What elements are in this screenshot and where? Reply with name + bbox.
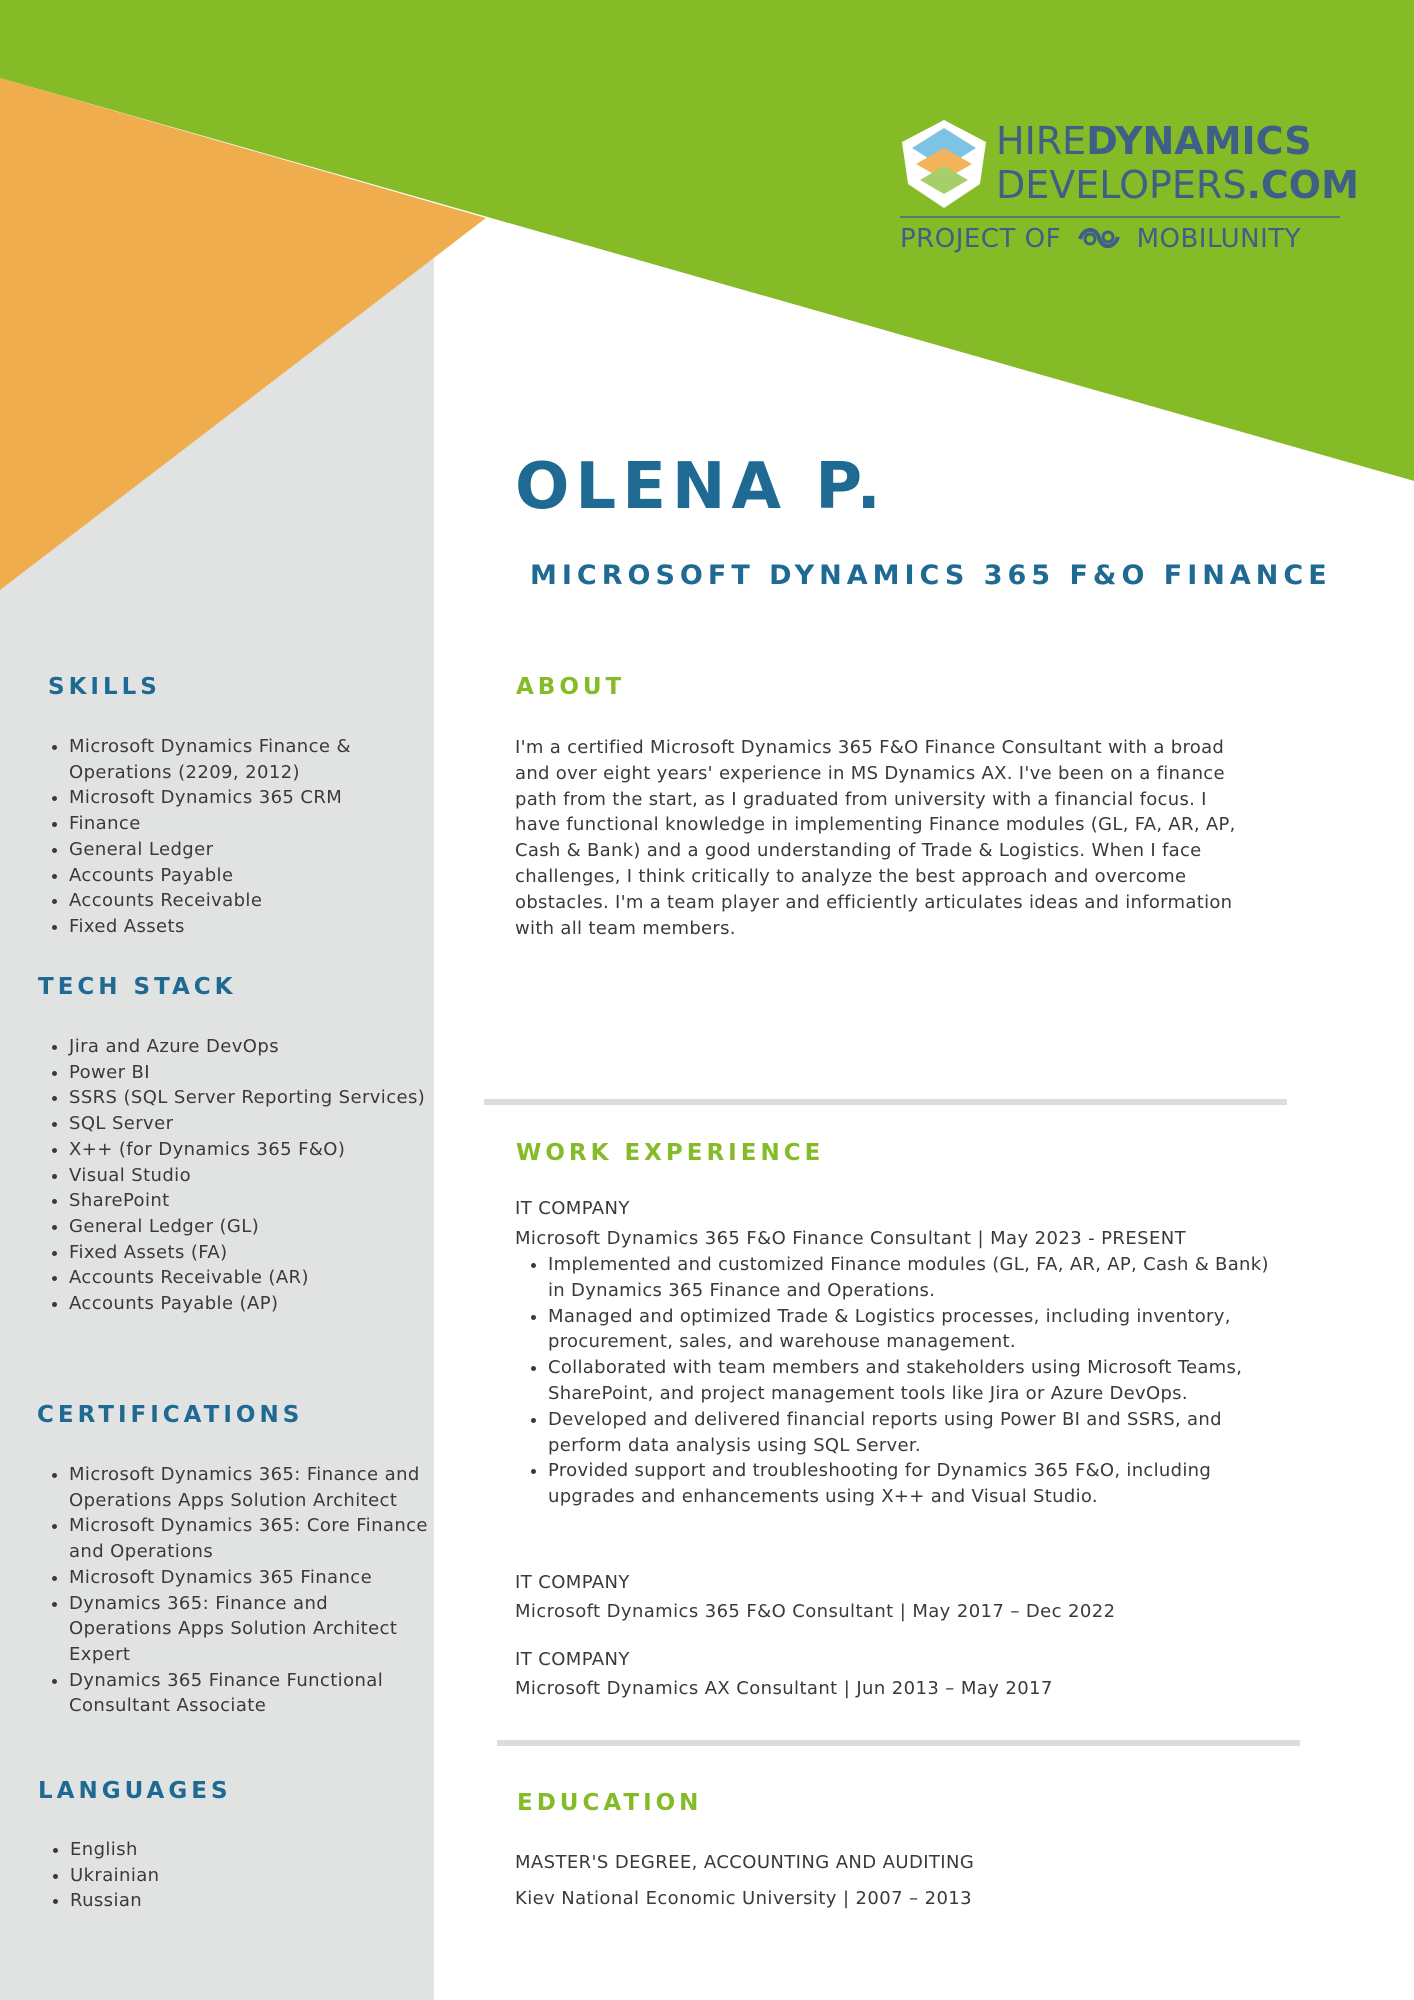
list-item: • Implemented and customized Finance modules (GL, FA, AR, AP, Cash & Bank) in Dynamics 365 Finance and Operations. [548, 1252, 1288, 1304]
languages-list [45, 1837, 430, 1914]
list-item: • Visual Studio [69, 1163, 429, 1189]
list-item: • Microsoft Dynamics Finance & Operations (2209, 2012) [69, 734, 429, 785]
certifications-heading: CERTIFICATIONS [37, 1402, 304, 1428]
list-item: • Russian [70, 1888, 430, 1914]
about-text: I'm a certified Microsoft Dynamics 365 F&O Finance Consultant with a broad and over eight years' experience in MS Dynamics AX. I've been on a finance path from the start, as I graduated from university with a financial focus. I have functional knowledge in implementing Finance modules (GL, FA, AR, AP, Cash & Bank) and a good understanding of Trade & Logistics. When I face challenges, I think critically to analyze the best approach and overcome obstacles. I'm a team player and efficiently articulates ideas and information with all team members. [515, 737, 1236, 939]
job-duties-list [522, 1252, 1288, 1510]
section-divider [497, 1740, 1300, 1746]
job-company: IT COMPANY [515, 1198, 630, 1219]
skills-heading: SKILLS [48, 674, 161, 700]
list-item: • X++ (for Dynamics 365 F&O) [69, 1137, 429, 1163]
tech-stack-list [44, 1034, 429, 1317]
logo-diamond-icon [898, 118, 990, 210]
job-role: Microsoft Dynamics AX Consultant | Jun 2013 – May 2017 [515, 1678, 1053, 1699]
work-experience-heading: WORK EXPERIENCE [516, 1140, 825, 1166]
section-divider [484, 1099, 1287, 1105]
list-item: • Provided support and troubleshooting for Dynamics 365 F&O, including upgrades and enhancements using X++ and Visual Studio. [548, 1458, 1288, 1510]
education-degree: MASTER'S DEGREE, ACCOUNTING AND AUDITING [515, 1852, 975, 1873]
list-item: • Dynamics 365: Finance and Operations Apps Solution Architect Expert [69, 1591, 429, 1668]
list-item: • General Ledger (GL) [69, 1214, 429, 1240]
list-item: • Microsoft Dynamics 365 Finance [69, 1565, 429, 1591]
list-item: • Fixed Assets [69, 914, 429, 940]
logo-line2: DEVELOPERS.COM [996, 163, 1359, 207]
about-heading: ABOUT [516, 674, 626, 700]
mobilunity-swirl-icon [1076, 225, 1122, 251]
list-item: • Fixed Assets (FA) [69, 1240, 429, 1266]
education-heading: EDUCATION [517, 1790, 703, 1816]
list-item: • Microsoft Dynamics 365: Finance and Operations Apps Solution Architect [69, 1462, 429, 1513]
list-item: • Jira and Azure DevOps [69, 1034, 429, 1060]
candidate-name: OLENA P. [515, 450, 887, 524]
tech-stack-heading: TECH STACK [38, 974, 237, 1000]
logo-line3: PROJECT OF MOBILUNITY [900, 224, 1302, 254]
brand-logo [898, 118, 1359, 258]
logo-line1: HIREDYNAMICS [996, 119, 1312, 163]
languages-heading: LANGUAGES [38, 1778, 232, 1804]
job-role: Microsoft Dynamics 365 F&O Consultant | May 2017 – Dec 2022 [515, 1601, 1116, 1622]
list-item: • General Ledger [69, 837, 429, 863]
job-role: Microsoft Dynamics 365 F&O Finance Consultant | May 2023 - PRESENT [515, 1228, 1186, 1249]
list-item: • Dynamics 365 Finance Functional Consultant Associate [69, 1668, 429, 1719]
list-item: • SharePoint [69, 1188, 429, 1214]
list-item: • Finance [69, 811, 429, 837]
candidate-title: MICROSOFT DYNAMICS 365 F&O FINANCE [530, 560, 1332, 591]
education-school: Kiev National Economic University | 2007 – 2013 [515, 1888, 973, 1909]
list-item: • Accounts Receivable [69, 888, 429, 914]
list-item: • Ukrainian [70, 1863, 430, 1889]
list-item: • Accounts Payable (AP) [69, 1291, 429, 1317]
list-item: • Accounts Receivable (AR) [69, 1265, 429, 1291]
list-item: • Accounts Payable [69, 863, 429, 889]
logo-divider [900, 216, 1340, 218]
list-item: • Power BI [69, 1060, 429, 1086]
job-company: IT COMPANY [515, 1572, 630, 1593]
list-item: • Developed and delivered financial reports using Power BI and SSRS, and perform data analysis using SQL Server. [548, 1407, 1288, 1459]
list-item: • Collaborated with team members and stakeholders using Microsoft Teams, SharePoint, and project management tools like Jira or Azure DevOps. [548, 1355, 1288, 1407]
skills-list [44, 734, 429, 940]
list-item: • SSRS (SQL Server Reporting Services) [69, 1085, 429, 1111]
certifications-list [44, 1462, 429, 1719]
list-item: • Microsoft Dynamics 365 CRM [69, 785, 429, 811]
list-item: • SQL Server [69, 1111, 429, 1137]
job-company: IT COMPANY [515, 1649, 630, 1670]
list-item: • Managed and optimized Trade & Logistics processes, including inventory, procurement, sales, and warehouse management. [548, 1304, 1288, 1356]
list-item: • English [70, 1837, 430, 1863]
list-item: • Microsoft Dynamics 365: Core Finance and Operations [69, 1513, 429, 1564]
